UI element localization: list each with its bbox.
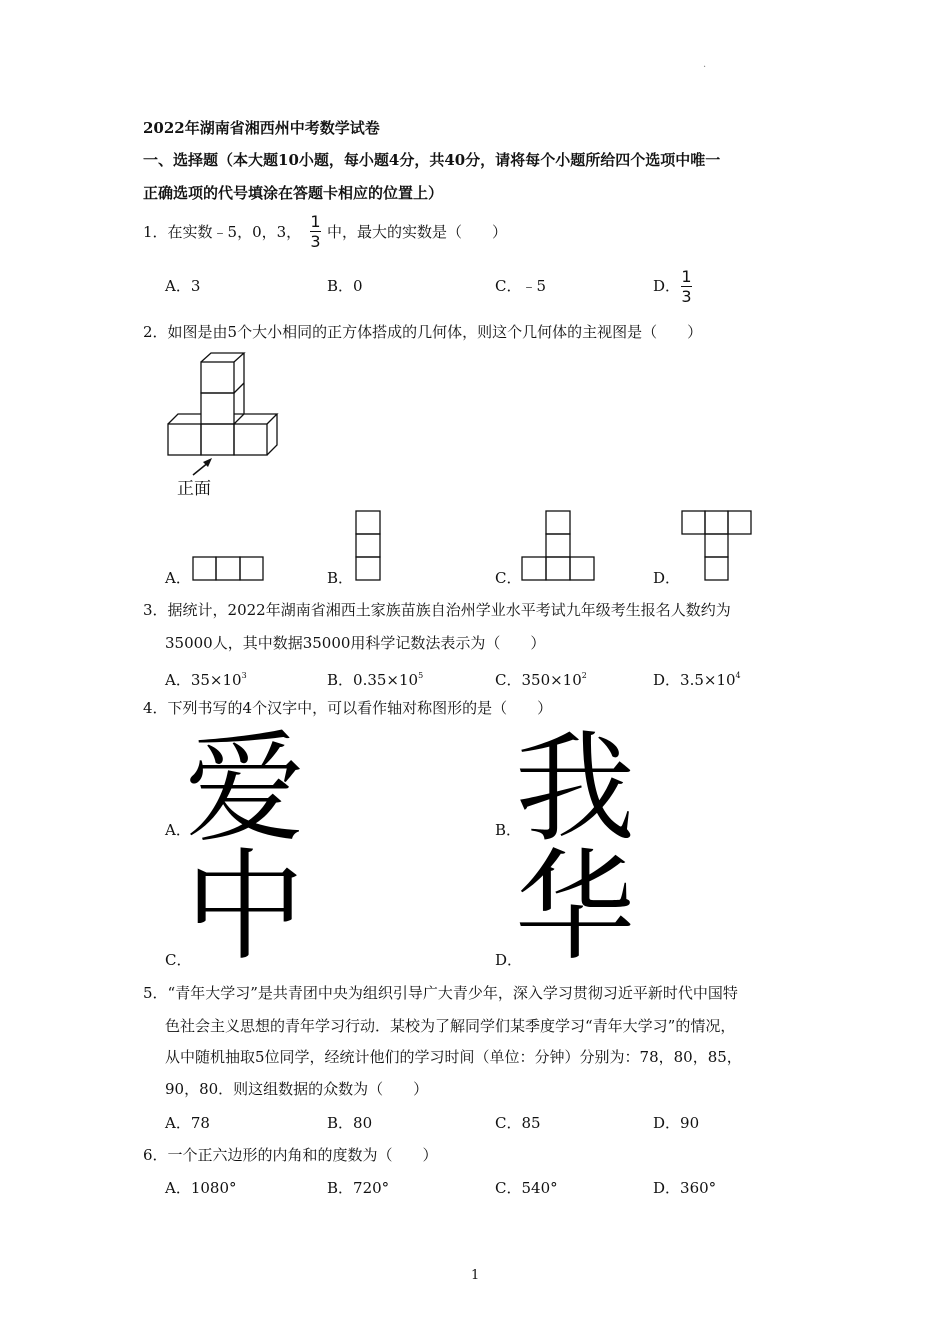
q2-option-d[interactable]: D．: [653, 569, 681, 587]
q4-char-a: 爱: [185, 720, 305, 859]
page-title: 2022年湖南省湘西州中考数学试卷: [143, 119, 380, 137]
q5-option-d[interactable]: D．90: [653, 1114, 700, 1132]
q6-option-c[interactable]: C．540°: [495, 1179, 558, 1197]
q1-option-c[interactable]: C．﹣5: [495, 277, 547, 295]
q1-d-frac-den: 3: [681, 287, 692, 306]
option-b-figure: [356, 511, 380, 580]
q3-c-exp: 2: [581, 671, 587, 680]
q3-b-exp: 5: [418, 671, 424, 680]
q1-option-b[interactable]: B．0: [327, 277, 363, 295]
q3-d-text: D．3.5×10: [653, 671, 736, 689]
q1-option-d-label[interactable]: D．: [653, 277, 681, 295]
q3-b-text: B．0.35×10: [327, 671, 419, 689]
q4-char-d: 华: [515, 838, 635, 977]
q5-option-a[interactable]: A．78: [165, 1114, 210, 1132]
option-a-figure: [193, 557, 263, 580]
q5-option-c[interactable]: C．85: [495, 1114, 541, 1132]
q4-option-b[interactable]: B．: [495, 821, 522, 839]
q6-option-d[interactable]: D．360°: [653, 1179, 717, 1197]
option-d-figure: [682, 511, 751, 580]
q5-stem-line-1: 5．“青年大学习”是共青团中央为组织引导广大青少年，深入学习贯彻习近平新时代中国特: [143, 984, 738, 1002]
q6-option-b[interactable]: B．720°: [327, 1179, 390, 1197]
q4-option-a[interactable]: A．: [165, 821, 191, 839]
q5-stem-line-2: 色社会主义思想的青年学习行动．某校为了解同学们某季度学习“青年大学习”的情况，: [165, 1017, 736, 1035]
q3-option-c[interactable]: [495, 666, 587, 690]
section-heading-line-2: 正确选项的代号填涂在答题卡相应的位置上）: [143, 184, 444, 202]
option-c-figure: [522, 511, 594, 580]
q2-option-c[interactable]: C．: [495, 569, 522, 587]
q1-option-a[interactable]: A．3: [165, 277, 201, 295]
q2-option-b[interactable]: B．: [327, 569, 354, 587]
q6-stem: 6．一个正六边形的内角和的度数为（ ）: [143, 1146, 438, 1164]
q3-a-text: A．35×10: [165, 671, 242, 689]
q3-stem-line-2: 35000人，其中数据35000用科学记数法表示为（ ）: [165, 634, 546, 652]
q4-char-b: 我: [515, 720, 635, 859]
q1-stem-pre: 1．在实数﹣5，0，3，: [143, 223, 302, 241]
section-heading-line-1: 一、选择题（本大题10小题，每小题4分，共40分，请将每个小题所给四个选项中唯一: [143, 151, 721, 169]
top-mark: ·: [703, 62, 707, 73]
q1-stem-post: 中，最大的实数是（ ）: [327, 223, 508, 241]
q6-option-a[interactable]: A．1080°: [165, 1179, 237, 1197]
q4-char-c: 中: [185, 838, 305, 977]
page-number: 1: [471, 1268, 480, 1283]
q3-option-b[interactable]: [327, 666, 423, 690]
q3-d-exp: 4: [735, 671, 741, 680]
q3-stem-line-1: 3．据统计，2022年湖南省湘西土家族苗族自治州学业水平考试九年级考生报名人数约为: [143, 601, 731, 619]
q5-option-b[interactable]: B．80: [327, 1114, 373, 1132]
q5-stem-line-3: 从中随机抽取5位同学，经统计他们的学习时间（单位：分钟）分别为：78，80，85，: [165, 1048, 742, 1066]
q4-option-d[interactable]: D．: [495, 951, 523, 969]
q2-option-figures: [0, 0, 950, 600]
q2-stem: 2．如图是由5个大小相同的正方体搭成的几何体，则这个几何体的主视图是（ ）: [143, 323, 703, 341]
front-label: 正面: [177, 479, 211, 499]
q4-option-c[interactable]: C．: [165, 951, 192, 969]
q5-stem-line-4: 90，80．则这组数据的众数为（ ）: [165, 1080, 429, 1098]
q3-option-a[interactable]: [165, 666, 247, 690]
q1-frac-den: 3: [310, 232, 321, 251]
q1-d-frac-num: 1: [681, 267, 692, 286]
q3-c-text: C．350×10: [495, 671, 582, 689]
q3-option-d[interactable]: [653, 666, 741, 690]
q1-frac-num: 1: [310, 212, 321, 231]
q3-a-exp: 3: [241, 671, 247, 680]
q2-option-a[interactable]: A．: [165, 569, 191, 587]
q4-stem: 4．下列书写的4个汉字中，可以看作轴对称图形的是（ ）: [143, 699, 553, 717]
